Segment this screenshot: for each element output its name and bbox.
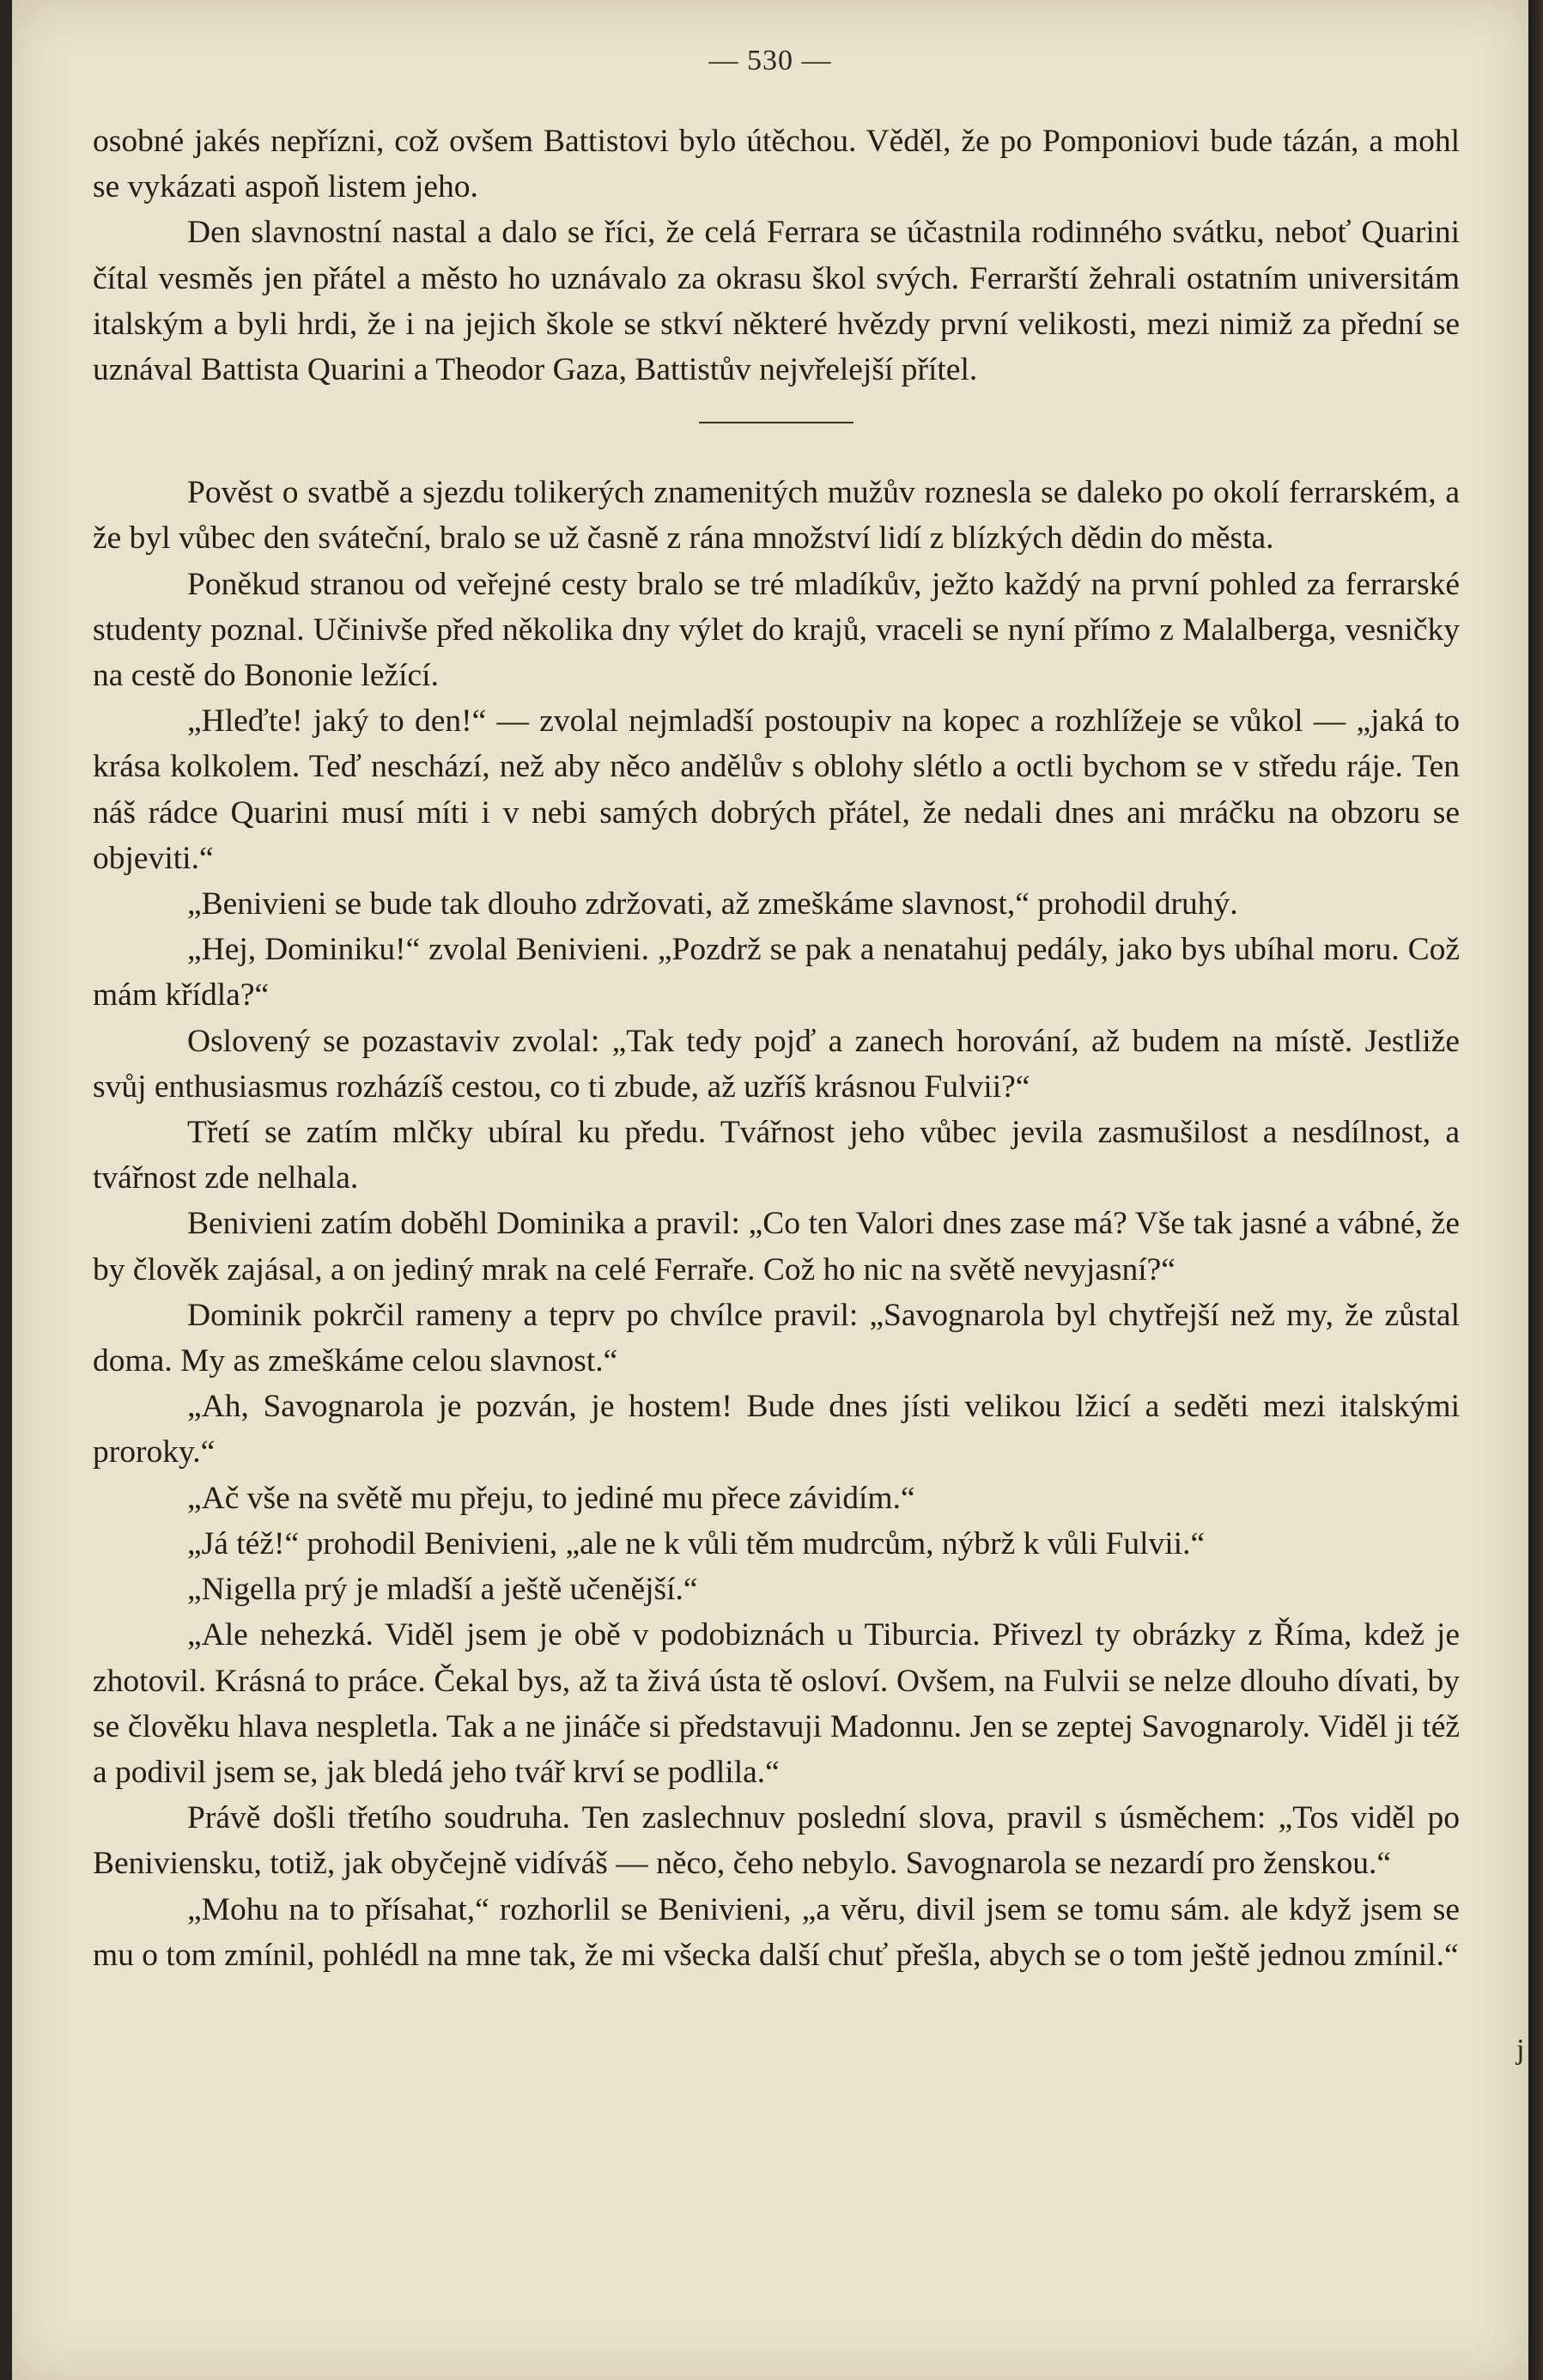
page-number: — 530 — (708, 45, 832, 76)
edge-mark: j (1516, 2034, 1525, 2066)
paragraph: „Benivieni se bude tak dlouho zdržovati, až zmeškáme slavnost,“ prohodil druhý. (187, 886, 1238, 922)
paragraph: Oslovený se pozastaviv zvolal: „Tak tedy pojď a zanech horování, až budem na místě. Jestliže svůj enthusiasmus rozházíš cestou, co ti zbude, až uzříš krásnou Fulvii?“ (93, 1023, 1460, 1105)
paragraph: Dominik pokrčil rameny a teprv po chvílce pravil: „Savognarola byl chytřejší než my, že zůstal doma. My as zmeškáme celou slavnost.“ (93, 1297, 1460, 1379)
book-spine-edge (1528, 0, 1543, 2380)
paragraph: Právě došli třetího soudruha. Ten zaslechnuv poslední slova, pravil s úsměchem: „Tos viděl po Beniviensku, totiž, jak obyčejně vidíváš — něco, čeho nebylo. Savognarola se nezardí pro ženskou.“ (93, 1800, 1460, 1882)
paragraph: „Ah, Savognarola je pozván, je hostem! Bude dnes jísti velikou lžicí a seděti mezi italskými proroky.“ (93, 1389, 1460, 1470)
paragraph: osobné jakés nepřízni, což ovšem Battistovi bylo útěchou. Věděl, že po Pomponiovi bude tázán, a mohl se vykázati aspoň listem jeho. (93, 124, 1460, 205)
section-divider (699, 422, 854, 423)
paragraph: Pověst o svatbě a sjezdu tolikerých znamenitých mužův roznesla se daleko po okolí ferrarském, a že byl vůbec den sváteční, bralo se už časně z rána množství lidí z blízkých dědin do města. (93, 475, 1460, 557)
paragraph: „Nigella prý je mladší a ještě učenější.“ (187, 1572, 698, 1608)
paragraph: Třetí se zatím mlčky ubíral ku předu. Tvářnost jeho vůbec jevila zasmušilost a nesdílnost, a tvářnost zde nelhala. (93, 1115, 1460, 1196)
page-text (93, 119, 1460, 1978)
paragraph: „Hleďte! jaký to den!“ — zvolal nejmladší postoupiv na kopec a rozhlížeje se vůkol — „jaká to krása kolkolem. Teď neschází, než aby něco andělův s oblohy slétlo a octli bychom se v středu ráje. Ten náš rádce Quarini musí míti i v nebi samých dobrých přátel, že nedali dnes ani mráčku na obzoru se objeviti.“ (93, 703, 1460, 876)
paragraph: Benivieni zatím doběhl Dominika a pravil: „Co ten Valori dnes zase má? Vše tak jasné a vábné, že by člověk zajásal, a on jediný mrak na celé Ferraře. Což ho nic na světě nevyjasní?“ (93, 1206, 1460, 1287)
paragraph: „Já též!“ prohodil Benivieni, „ale ne k vůli těm mudrcům, nýbrž k vůli Fulvii.“ (187, 1525, 1206, 1561)
paragraph: „Hej, Dominiku!“ zvolal Benivieni. „Pozdrž se pak a nenatahuj pedály, jako bys ubíhal moru. Což mám křídla?“ (93, 932, 1460, 1013)
paragraph: Den slavnostní nastal a dalo se říci, že celá Ferrara se účastnila rodinného svátku, neboť Quarini čítal vesměs jen přátel a město ho uznávalo za okrasu škol svých. Ferrarští žehrali ostatním universitám italským a byli hrdi, že i na jejich škole se stkví některé hvězdy první velikosti, mezi nimiž za přední se uznával Battista Quarini a Theodor Gaza, Battistův nejvřelejší přítel. (93, 215, 1460, 388)
paragraph: „Ač vše na světě mu přeju, to jediné mu přece závidím.“ (187, 1480, 915, 1516)
book-page (12, 0, 1528, 2380)
paragraph: „Mohu na to přísahat,“ rozhorlil se Benivieni, „a věru, divil jsem se tomu sám. ale když jsem se mu o tom zmínil, pohlédl na mne tak, že mi všecka další chuť přešla, abych se o tom ještě jednou zmínil.“ (93, 1891, 1460, 1973)
paragraph: „Ale nehezká. Viděl jsem je obě v podobiznách u Tiburcia. Přivezl ty obrázky z Říma, kdež je zhotovil. Krásná to práce. Čekal bys, až ta živá ústa tě osloví. Ovšem, na Fulvii se nelze dlouho dívati, by se člověku hlava nespletla. Tak a ne jináče si představuji Madonnu. Jen se zeptej Savognaroly. Viděl ji též a podivil jsem se, jak bledá jeho tvář krví se podlila.“ (93, 1617, 1460, 1790)
paragraph: Poněkud stranou od veřejné cesty bralo se tré mladíkův, ježto každý na první pohled za ferrarské studenty poznal. Učinivše před několika dny výlet do krajů, vraceli se nyní přímo z Malalberga, vesničky na cestě do Bononie ležící. (93, 566, 1460, 694)
